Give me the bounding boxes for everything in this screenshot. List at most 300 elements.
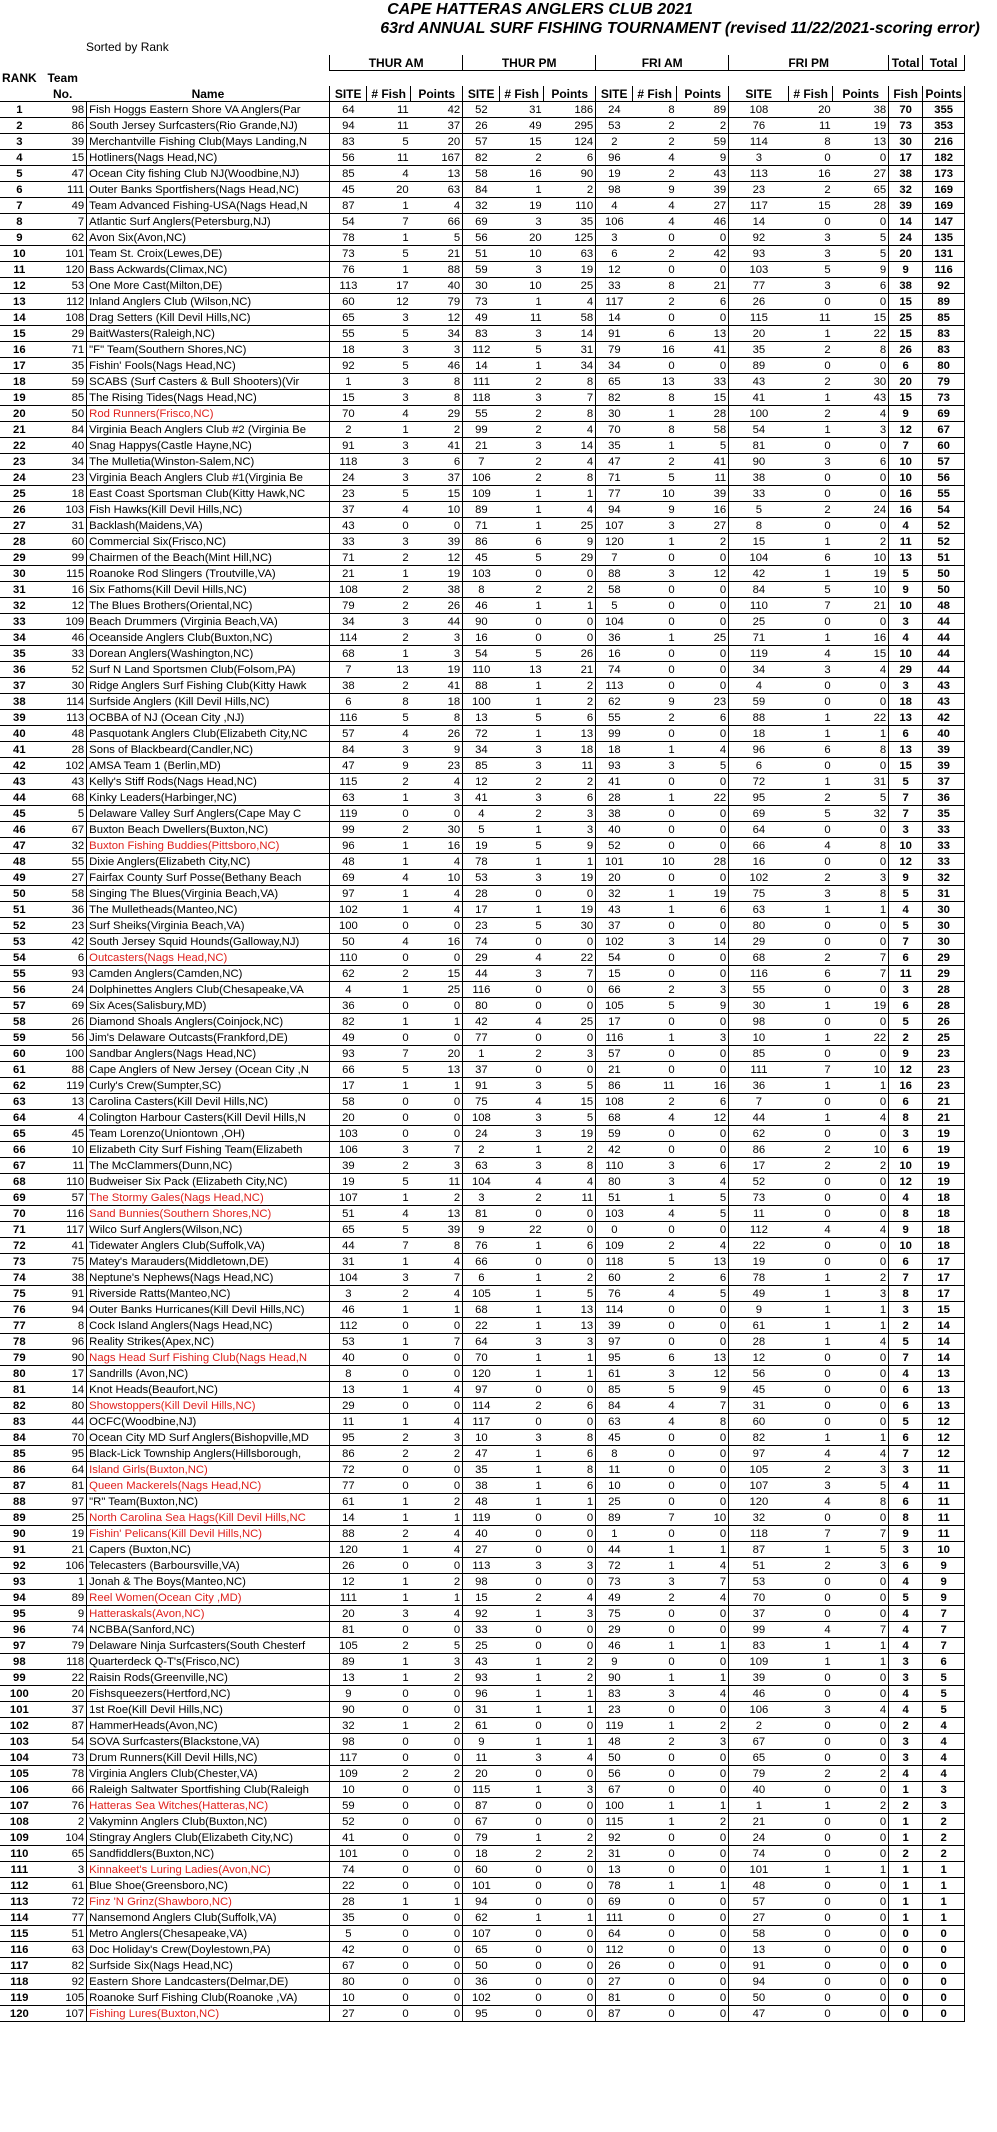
thur-am-site: 22: [330, 1878, 367, 1894]
thur-pm-points: 0: [544, 1030, 596, 1046]
thur-pm-points: 11: [544, 758, 596, 774]
fri-pm-site: 94: [729, 1974, 789, 1990]
fri-pm-site: 36: [729, 1078, 789, 1094]
fri-am-points: 16: [677, 502, 729, 518]
rank-cell: 17: [0, 358, 39, 374]
total-fish-cell: 8: [889, 1286, 923, 1302]
team-name-cell: Camden Anglers(Camden,NC): [87, 966, 330, 982]
thur-pm-points: 19: [544, 262, 596, 278]
thur-pm-fish: 3: [500, 790, 544, 806]
thur-pm-fish: 6: [500, 534, 544, 550]
fri-am-points: 5: [677, 758, 729, 774]
thur-pm-fish: 0: [500, 1974, 544, 1990]
fri-pm-site: 30: [729, 998, 789, 1014]
fri-am-site: 0: [596, 1222, 633, 1238]
thur-am-fish: 1: [367, 566, 411, 582]
fri-am-site: 101: [596, 854, 633, 870]
fri-am-fish: 2: [633, 982, 677, 998]
total-fish-cell: 0: [889, 1990, 923, 2006]
fri-pm-points: 1: [833, 1302, 889, 1318]
fri-am-points: 5: [677, 438, 729, 454]
total-fish-cell: 0: [889, 1958, 923, 1974]
table-row: [0, 1382, 965, 1398]
thur-pm-points: 0: [544, 614, 596, 630]
fri-pm-fish: 7: [789, 1062, 833, 1078]
fri-am-site: 96: [596, 150, 633, 166]
fri-pm-site: 15: [729, 534, 789, 550]
fri-pm-site: 102: [729, 870, 789, 886]
thur-pm-site: 44: [463, 966, 500, 982]
fri-pm-points: 0: [833, 1126, 889, 1142]
fri-pm-points: 0: [833, 1958, 889, 1974]
thur-pm-points: 0: [544, 1574, 596, 1590]
fri-pm-points: 0: [833, 1750, 889, 1766]
total-fish-cell: 3: [889, 678, 923, 694]
total-points-cell: 44: [923, 646, 965, 662]
fri-am-fish: 5: [633, 1382, 677, 1398]
fri-pm-site: 23: [729, 182, 789, 198]
total-fish-cell: 24: [889, 230, 923, 246]
rank-cell: 55: [0, 966, 39, 982]
fri-pm-fish: 1: [789, 1334, 833, 1350]
fri-pm-points: 0: [833, 1590, 889, 1606]
rank-cell: 18: [0, 374, 39, 390]
fri-am-points: 0: [677, 678, 729, 694]
total-points-cell: 0: [923, 1926, 965, 1942]
thur-am-site: 12: [330, 1574, 367, 1590]
table-row: [0, 342, 965, 358]
fri-pm-site: 104: [729, 550, 789, 566]
fri-pm-points: 0: [833, 2006, 889, 2022]
thur-am-site: 2: [330, 422, 367, 438]
total-fish-cell: 5: [889, 566, 923, 582]
fri-pm-site: 69: [729, 806, 789, 822]
header-row-columns: [0, 86, 965, 102]
total-points-cell: 169: [923, 182, 965, 198]
header-fish: # Fish: [367, 86, 411, 102]
thur-pm-fish: 0: [500, 1414, 544, 1430]
total-fish-cell: 3: [889, 1654, 923, 1670]
thur-am-fish: 1: [367, 1254, 411, 1270]
thur-am-fish: 2: [367, 550, 411, 566]
thur-pm-site: 56: [463, 230, 500, 246]
fri-pm-site: 95: [729, 790, 789, 806]
team-name-cell: Pasquotank Anglers Club(Elizabeth City,NC: [87, 726, 330, 742]
total-fish-cell: 7: [889, 1270, 923, 1286]
fri-am-points: 0: [677, 310, 729, 326]
fri-am-fish: 16: [633, 342, 677, 358]
total-fish-cell: 3: [889, 822, 923, 838]
thur-pm-site: 112: [463, 342, 500, 358]
fri-pm-points: 0: [833, 1414, 889, 1430]
thur-am-site: 83: [330, 134, 367, 150]
thur-am-site: 115: [330, 774, 367, 790]
fri-pm-site: 92: [729, 230, 789, 246]
total-fish-cell: 26: [889, 342, 923, 358]
total-fish-cell: 3: [889, 1750, 923, 1766]
thur-pm-points: 124: [544, 134, 596, 150]
thur-pm-site: 62: [463, 1910, 500, 1926]
thur-pm-fish: 0: [500, 1382, 544, 1398]
table-row: [0, 1654, 965, 1670]
fri-am-site: 64: [596, 1926, 633, 1942]
thur-pm-points: 0: [544, 566, 596, 582]
table-row: [0, 1686, 965, 1702]
thur-am-fish: 0: [367, 1734, 411, 1750]
rank-cell: 117: [0, 1958, 39, 1974]
rank-cell: 62: [0, 1078, 39, 1094]
table-row: [0, 1862, 965, 1878]
thur-pm-site: 12: [463, 774, 500, 790]
fri-am-site: 94: [596, 502, 633, 518]
team-name-cell: Queen Mackerels(Nags Head,NC): [87, 1478, 330, 1494]
team-name-cell: Virginia Beach Anglers Club #2 (Virginia Be: [87, 422, 330, 438]
team-no-cell: 71: [39, 342, 87, 358]
table-row: [0, 1638, 965, 1654]
fri-am-site: 31: [596, 1846, 633, 1862]
thur-pm-fish: 1: [500, 1366, 544, 1382]
team-no-cell: 10: [39, 1142, 87, 1158]
thur-am-points: 41: [411, 678, 463, 694]
rank-cell: 100: [0, 1686, 39, 1702]
total-points-cell: 50: [923, 566, 965, 582]
fri-am-site: 80: [596, 1174, 633, 1190]
team-no-cell: 70: [39, 1430, 87, 1446]
thur-pm-points: 2: [544, 774, 596, 790]
total-fish-cell: 5: [889, 774, 923, 790]
fri-pm-site: 75: [729, 886, 789, 902]
fri-pm-fish: 1: [789, 1638, 833, 1654]
fri-pm-points: 0: [833, 1942, 889, 1958]
fri-pm-site: 101: [729, 1862, 789, 1878]
team-name-cell: "F" Team(Southern Shores,NC): [87, 342, 330, 358]
total-fish-cell: 20: [889, 246, 923, 262]
thur-pm-points: 0: [544, 1814, 596, 1830]
total-fish-cell: 12: [889, 854, 923, 870]
thur-pm-points: 9: [544, 838, 596, 854]
fri-pm-fish: 1: [789, 902, 833, 918]
fri-pm-points: 4: [833, 662, 889, 678]
table-row: [0, 1462, 965, 1478]
thur-pm-fish: 1: [500, 358, 544, 374]
rank-cell: 15: [0, 326, 39, 342]
fri-am-site: 119: [596, 1718, 633, 1734]
table-row: [0, 1334, 965, 1350]
fri-am-points: 4: [677, 1686, 729, 1702]
fri-pm-site: 84: [729, 582, 789, 598]
thur-am-site: 73: [330, 246, 367, 262]
fri-pm-fish: 1: [789, 1270, 833, 1286]
fri-pm-fish: 0: [789, 918, 833, 934]
thur-am-fish: 2: [367, 678, 411, 694]
thur-am-points: 7: [411, 1334, 463, 1350]
total-points-cell: 11: [923, 1494, 965, 1510]
thur-am-site: 21: [330, 566, 367, 582]
total-fish-cell: 9: [889, 1046, 923, 1062]
thur-am-site: 82: [330, 1014, 367, 1030]
fri-am-site: 52: [596, 838, 633, 854]
thur-pm-fish: 22: [500, 1222, 544, 1238]
fri-am-fish: 0: [633, 1478, 677, 1494]
team-name-cell: Diamond Shoals Anglers(Coinjock,NC): [87, 1014, 330, 1030]
fri-pm-points: 4: [833, 1110, 889, 1126]
fri-pm-site: 115: [729, 310, 789, 326]
fri-am-site: 3: [596, 230, 633, 246]
rank-cell: 3: [0, 134, 39, 150]
fri-pm-fish: 6: [789, 966, 833, 982]
thur-pm-site: 15: [463, 1590, 500, 1606]
fri-am-site: 69: [596, 1894, 633, 1910]
fri-am-site: 98: [596, 182, 633, 198]
thur-am-points: 44: [411, 614, 463, 630]
thur-am-site: 10: [330, 1990, 367, 2006]
fri-pm-site: 11: [729, 1206, 789, 1222]
fri-pm-site: 77: [729, 278, 789, 294]
thur-pm-points: 0: [544, 1222, 596, 1238]
team-name-cell: Black-Lick Township Anglers(Hillsborough,: [87, 1446, 330, 1462]
fri-pm-points: 0: [833, 1382, 889, 1398]
fri-pm-site: 16: [729, 854, 789, 870]
thur-am-fish: 0: [367, 1798, 411, 1814]
fri-am-fish: 4: [633, 1398, 677, 1414]
thur-am-fish: 1: [367, 838, 411, 854]
fri-am-points: 9: [677, 150, 729, 166]
team-name-cell: North Carolina Sea Hags(Kill Devil Hills,NC: [87, 1510, 330, 1526]
thur-am-points: 0: [411, 1750, 463, 1766]
header-fri-pm: FRI PM: [729, 55, 889, 71]
thur-pm-site: 91: [463, 1078, 500, 1094]
fri-am-fish: 6: [633, 1350, 677, 1366]
total-points-cell: 5: [923, 1670, 965, 1686]
thur-am-fish: 0: [367, 1814, 411, 1830]
total-points-cell: 43: [923, 678, 965, 694]
thur-am-site: 106: [330, 1142, 367, 1158]
total-fish-cell: 1: [889, 1782, 923, 1798]
team-no-cell: 19: [39, 1526, 87, 1542]
team-no-cell: 30: [39, 678, 87, 694]
table-row: [0, 646, 965, 662]
total-fish-cell: 4: [889, 1190, 923, 1206]
thur-pm-points: 2: [544, 694, 596, 710]
fri-am-fish: 0: [633, 358, 677, 374]
fri-pm-site: 20: [729, 326, 789, 342]
fri-pm-site: 67: [729, 1734, 789, 1750]
thur-pm-site: 27: [463, 1542, 500, 1558]
thur-am-site: 98: [330, 1734, 367, 1750]
fri-am-points: 0: [677, 1142, 729, 1158]
fri-pm-fish: 3: [789, 886, 833, 902]
total-fish-cell: 5: [889, 1014, 923, 1030]
thur-am-site: 20: [330, 1606, 367, 1622]
thur-am-fish: 5: [367, 326, 411, 342]
thur-am-fish: 3: [367, 342, 411, 358]
fri-am-points: 0: [677, 662, 729, 678]
total-fish-cell: 3: [889, 1462, 923, 1478]
team-name-cell: Metro Anglers(Chesapeake,VA): [87, 1926, 330, 1942]
fri-pm-fish: 0: [789, 518, 833, 534]
thur-am-points: 2: [411, 1494, 463, 1510]
total-points-cell: 33: [923, 822, 965, 838]
fri-pm-site: 1: [729, 1798, 789, 1814]
thur-pm-site: 74: [463, 934, 500, 950]
total-points-cell: 69: [923, 406, 965, 422]
fri-am-points: 0: [677, 1430, 729, 1446]
thur-am-site: 6: [330, 694, 367, 710]
total-points-cell: 60: [923, 438, 965, 454]
fri-pm-fish: 2: [789, 1142, 833, 1158]
thur-pm-points: 13: [544, 1318, 596, 1334]
total-points-cell: 147: [923, 214, 965, 230]
total-fish-cell: 0: [889, 1974, 923, 1990]
fri-pm-points: 0: [833, 822, 889, 838]
fri-pm-fish: 3: [789, 1478, 833, 1494]
thur-am-points: 0: [411, 1814, 463, 1830]
thur-am-site: 71: [330, 550, 367, 566]
thur-pm-fish: 0: [500, 982, 544, 998]
total-points-cell: 0: [923, 2006, 965, 2022]
thur-pm-fish: 10: [500, 278, 544, 294]
total-fish-cell: 9: [889, 1526, 923, 1542]
fri-pm-site: 118: [729, 1526, 789, 1542]
thur-am-points: 2: [411, 1718, 463, 1734]
header-spacer: [889, 71, 923, 87]
table-row: [0, 1526, 965, 1542]
total-points-cell: 11: [923, 1478, 965, 1494]
fri-am-points: 3: [677, 982, 729, 998]
fri-am-fish: 1: [633, 406, 677, 422]
fri-pm-site: 5: [729, 502, 789, 518]
fri-pm-points: 0: [833, 1574, 889, 1590]
fri-am-points: 0: [677, 1494, 729, 1510]
thur-pm-site: 26: [463, 118, 500, 134]
thur-am-site: 102: [330, 902, 367, 918]
team-name-cell: Neptune's Nephews(Nags Head,NC): [87, 1270, 330, 1286]
fri-am-points: 4: [677, 742, 729, 758]
fri-pm-fish: 11: [789, 118, 833, 134]
thur-pm-fish: 3: [500, 1078, 544, 1094]
fri-am-site: 33: [596, 278, 633, 294]
header-spacer: [330, 71, 889, 87]
team-no-cell: 1: [39, 1574, 87, 1590]
total-fish-cell: 38: [889, 278, 923, 294]
thur-pm-fish: 1: [500, 1606, 544, 1622]
fri-am-site: 37: [596, 918, 633, 934]
fri-am-fish: 0: [633, 230, 677, 246]
thur-am-points: 1: [411, 1014, 463, 1030]
fri-am-site: 16: [596, 646, 633, 662]
thur-am-site: 119: [330, 806, 367, 822]
fri-am-site: 29: [596, 1622, 633, 1638]
table-row: [0, 1734, 965, 1750]
thur-am-site: 105: [330, 1638, 367, 1654]
thur-pm-fish: 2: [500, 1190, 544, 1206]
thur-pm-fish: 3: [500, 326, 544, 342]
thur-pm-fish: 5: [500, 342, 544, 358]
fri-pm-site: 43: [729, 374, 789, 390]
fri-am-points: 0: [677, 1606, 729, 1622]
fri-am-points: 0: [677, 1846, 729, 1862]
table-row: [0, 246, 965, 262]
team-no-cell: 72: [39, 1894, 87, 1910]
total-fish-cell: 5: [889, 1414, 923, 1430]
fri-pm-fish: 0: [789, 1990, 833, 2006]
fri-am-fish: 4: [633, 1110, 677, 1126]
table-row: [0, 790, 965, 806]
total-points-cell: 14: [923, 1334, 965, 1350]
fri-pm-fish: 6: [789, 742, 833, 758]
fri-am-fish: 3: [633, 1686, 677, 1702]
thur-am-fish: 1: [367, 1670, 411, 1686]
thur-am-site: 51: [330, 1206, 367, 1222]
thur-am-site: 77: [330, 1478, 367, 1494]
thur-pm-points: 2: [544, 182, 596, 198]
header-spacer: [87, 55, 330, 71]
thur-pm-fish: 13: [500, 662, 544, 678]
thur-pm-site: 66: [463, 1254, 500, 1270]
thur-am-points: 0: [411, 1686, 463, 1702]
total-points-cell: 30: [923, 918, 965, 934]
team-no-cell: 115: [39, 566, 87, 582]
team-no-cell: 26: [39, 1014, 87, 1030]
fri-pm-points: 1: [833, 902, 889, 918]
thur-pm-site: 87: [463, 1798, 500, 1814]
fri-pm-points: 30: [833, 374, 889, 390]
team-name-cell: Cape Anglers of New Jersey (Ocean City ,N: [87, 1062, 330, 1078]
rank-cell: 19: [0, 390, 39, 406]
thur-pm-points: 31: [544, 342, 596, 358]
fri-am-fish: 0: [633, 1894, 677, 1910]
thur-am-site: 110: [330, 950, 367, 966]
total-fish-cell: 0: [889, 1942, 923, 1958]
team-no-cell: 21: [39, 1542, 87, 1558]
fri-am-site: 5: [596, 598, 633, 614]
fri-am-fish: 0: [633, 582, 677, 598]
thur-pm-fish: 0: [500, 1206, 544, 1222]
total-points-cell: 19: [923, 1174, 965, 1190]
fri-am-points: 1: [677, 1638, 729, 1654]
thur-am-fish: 1: [367, 1382, 411, 1398]
thur-pm-site: 96: [463, 1686, 500, 1702]
rank-cell: 11: [0, 262, 39, 278]
thur-pm-site: 61: [463, 1718, 500, 1734]
thur-pm-site: 111: [463, 374, 500, 390]
table-row: [0, 662, 965, 678]
team-name-cell: Curly's Crew(Sumpter,SC): [87, 1078, 330, 1094]
thur-am-site: 31: [330, 1254, 367, 1270]
fri-pm-fish: 0: [789, 294, 833, 310]
thur-am-fish: 0: [367, 1350, 411, 1366]
fri-am-site: 71: [596, 470, 633, 486]
fri-pm-site: 83: [729, 1638, 789, 1654]
fri-pm-points: 9: [833, 262, 889, 278]
fri-pm-site: 37: [729, 1606, 789, 1622]
fri-pm-site: 117: [729, 198, 789, 214]
thur-pm-fish: 1: [500, 1302, 544, 1318]
team-name-cell: Kelly's Stiff Rods(Nags Head,NC): [87, 774, 330, 790]
thur-am-site: 40: [330, 1350, 367, 1366]
fri-pm-fish: 0: [789, 214, 833, 230]
thur-pm-points: 6: [544, 150, 596, 166]
thur-pm-fish: 3: [500, 1558, 544, 1574]
team-no-cell: 101: [39, 246, 87, 262]
thur-pm-site: 28: [463, 886, 500, 902]
fri-am-fish: 2: [633, 134, 677, 150]
fri-am-site: 65: [596, 374, 633, 390]
table-row: [0, 438, 965, 454]
thur-am-site: 108: [330, 582, 367, 598]
thur-am-points: 1: [411, 1510, 463, 1526]
fri-pm-points: 0: [833, 1398, 889, 1414]
